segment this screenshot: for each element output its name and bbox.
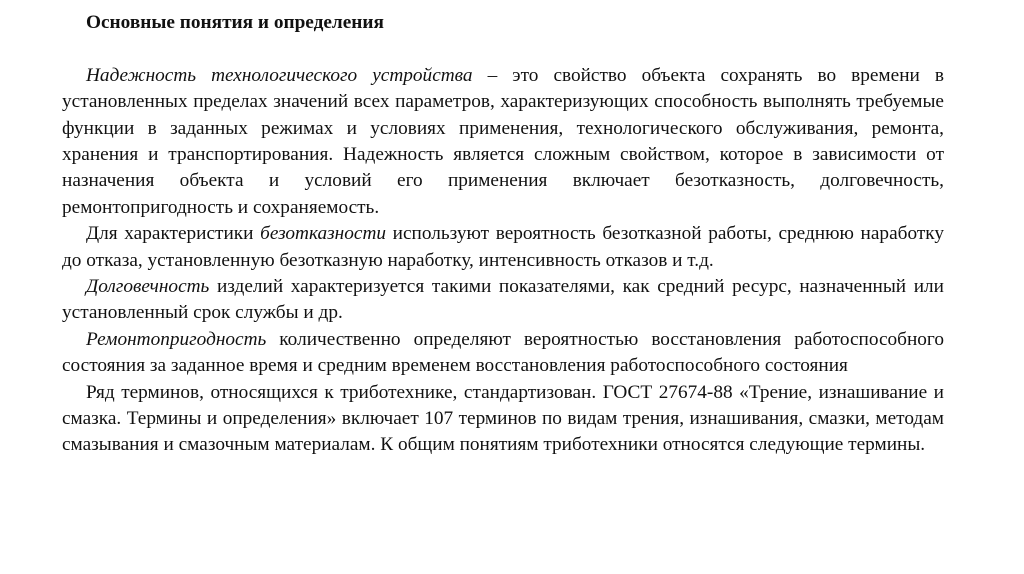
document-page (62, 10, 944, 459)
paragraph-text: изделий характеризуется такими показателями, как средний ресурс, назначенный или установленный срок службы и др. (62, 276, 944, 324)
term-failure-free: безотказности (260, 223, 387, 245)
paragraph-failure-free (62, 221, 944, 274)
paragraph-reliability (62, 63, 944, 221)
paragraph-text: количественно определяют вероятностью восстановления работоспособного состояния за заданное время и средним временем восстановления работоспособного состояния (62, 328, 944, 377)
term-reliability: Надежность технологического устройства (86, 64, 473, 86)
paragraph-text: используют вероятность безотказной работы, среднюю наработку до отказа, установленную безотказную наработку, интенсивность отказов и т.д. (62, 223, 944, 271)
paragraph-text: Ряд терминов, относящихся к триботехнике, стандартизован. ГОСТ 27674-88 «Трение, изнашивание и смазка. Термины и определения» включает 107 терминов по видам трения, изнашивания, смазки, методам смазывания и смазочным материалам. К общим понятиям триботехники относятся следующие термины. (62, 381, 944, 456)
paragraph-lead: Для характеристики (86, 223, 261, 245)
paragraph-gost (62, 380, 944, 459)
blank-line (62, 36, 944, 62)
paragraph-durability (62, 274, 944, 327)
term-durability: Долговечность (86, 276, 210, 298)
paragraph-maintainability (62, 327, 944, 380)
page-title: Основные понятия и определения (86, 12, 384, 33)
term-maintainability: Ремонтопригодность (86, 328, 267, 350)
paragraph-text: – это свойство объекта сохранять во времени в установленных пределах значений всех параметров, характеризующих способность выполнять требуемые функции в заданных режимах и условиях применения, технологического обслуживания, ремонта, хранения и транспортирования. Надежность является сложным свойством, которое в зависимости от назначения объекта и условий его применения включает безотказность, долговечность, ремонтопригодность и сохраняемость. (62, 64, 944, 218)
